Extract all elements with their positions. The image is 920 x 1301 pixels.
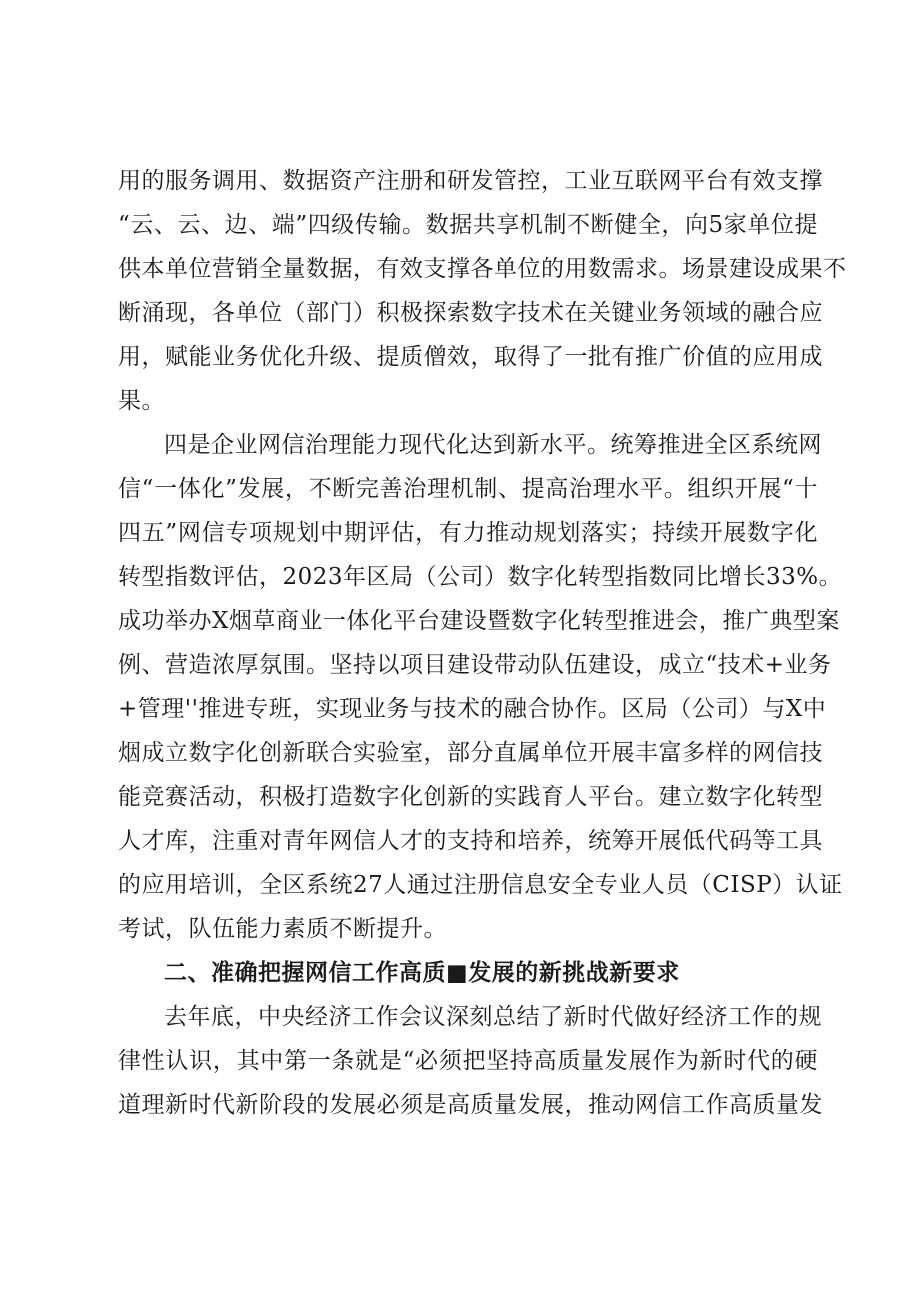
- paragraph-line: 烟成立数字化创新联合实验室，部分直属单位开展丰富多样的网信技: [118, 740, 823, 766]
- paragraph-line: 用的服务调用、数据资产注册和研发管控，工业互联网平台有效支撑: [118, 168, 823, 194]
- paragraph-line: 的应用培训，全区系统27人通过注册信息安全专业人员（CISP）认证: [118, 872, 843, 898]
- paragraph-line: 律性认识，其中第一条就是“必须把坚持高质量发展作为新时代的硬: [118, 1048, 818, 1074]
- paragraph-line: “云、云、边、端”四级传输。数据共享机制不断健全，向5家单位提: [118, 212, 818, 238]
- paragraph-line: 用，赋能业务优化升级、提质僧效，取得了一批有推广价值的应用成: [118, 344, 823, 370]
- paragraph-line: 成功举办X烟草商业一体化平台建设暨数字化转型推进会，推广典型案: [118, 608, 840, 634]
- paragraph-line: 能竞赛活动，积极打造数字化创新的实践育人平台。建立数字化转型: [118, 784, 823, 810]
- paragraph-line: 断涌现，各单位（部门）积极探索数字技术在关键业务领域的融合应: [118, 300, 823, 326]
- paragraph-line: +管理''推进专班，实现业务与技术的融合协作。区局（公司）与X中: [118, 696, 827, 722]
- paragraph-line: 道理新时代新阶段的发展必须是高质量发展，推动网信工作高质量发: [118, 1092, 823, 1118]
- paragraph-line: 考试，队伍能力素质不断提升。: [118, 916, 447, 942]
- section-heading: 二、准确把握网信工作高质■发展的新挑战新要求: [164, 960, 680, 986]
- paragraph-line: 信“一体化”发展，不断完善治理机制、提高治理水平。组织开展“十: [118, 476, 818, 502]
- paragraph-line: 人才库，注重对青年网信人才的支持和培养，统筹开展低代码等工具: [118, 828, 823, 854]
- paragraph-line: 果。: [118, 388, 165, 414]
- paragraph-line: 四是企业网信治理能力现代化达到新水平。统筹推进全区系统网: [164, 432, 822, 458]
- paragraph-line: 供本单位营销全量数据，有效支撑各单位的用数需求。场景建设成果不: [118, 256, 847, 282]
- paragraph-line: 例、营造浓厚氛围。坚持以项目建设带动队伍建设，成立“技术+业务: [118, 652, 832, 678]
- paragraph-line: 去年底，中央经济工作会议深刻总结了新时代做好经济工作的规: [164, 1004, 822, 1030]
- paragraph-line: 四五”网信专项规划中期评估，有力推动规划落实；持续开展数字化: [118, 520, 818, 546]
- paragraph-line: 转型指数评估，2023年区局（公司）数字化转型指数同比增长33%。: [118, 564, 843, 590]
